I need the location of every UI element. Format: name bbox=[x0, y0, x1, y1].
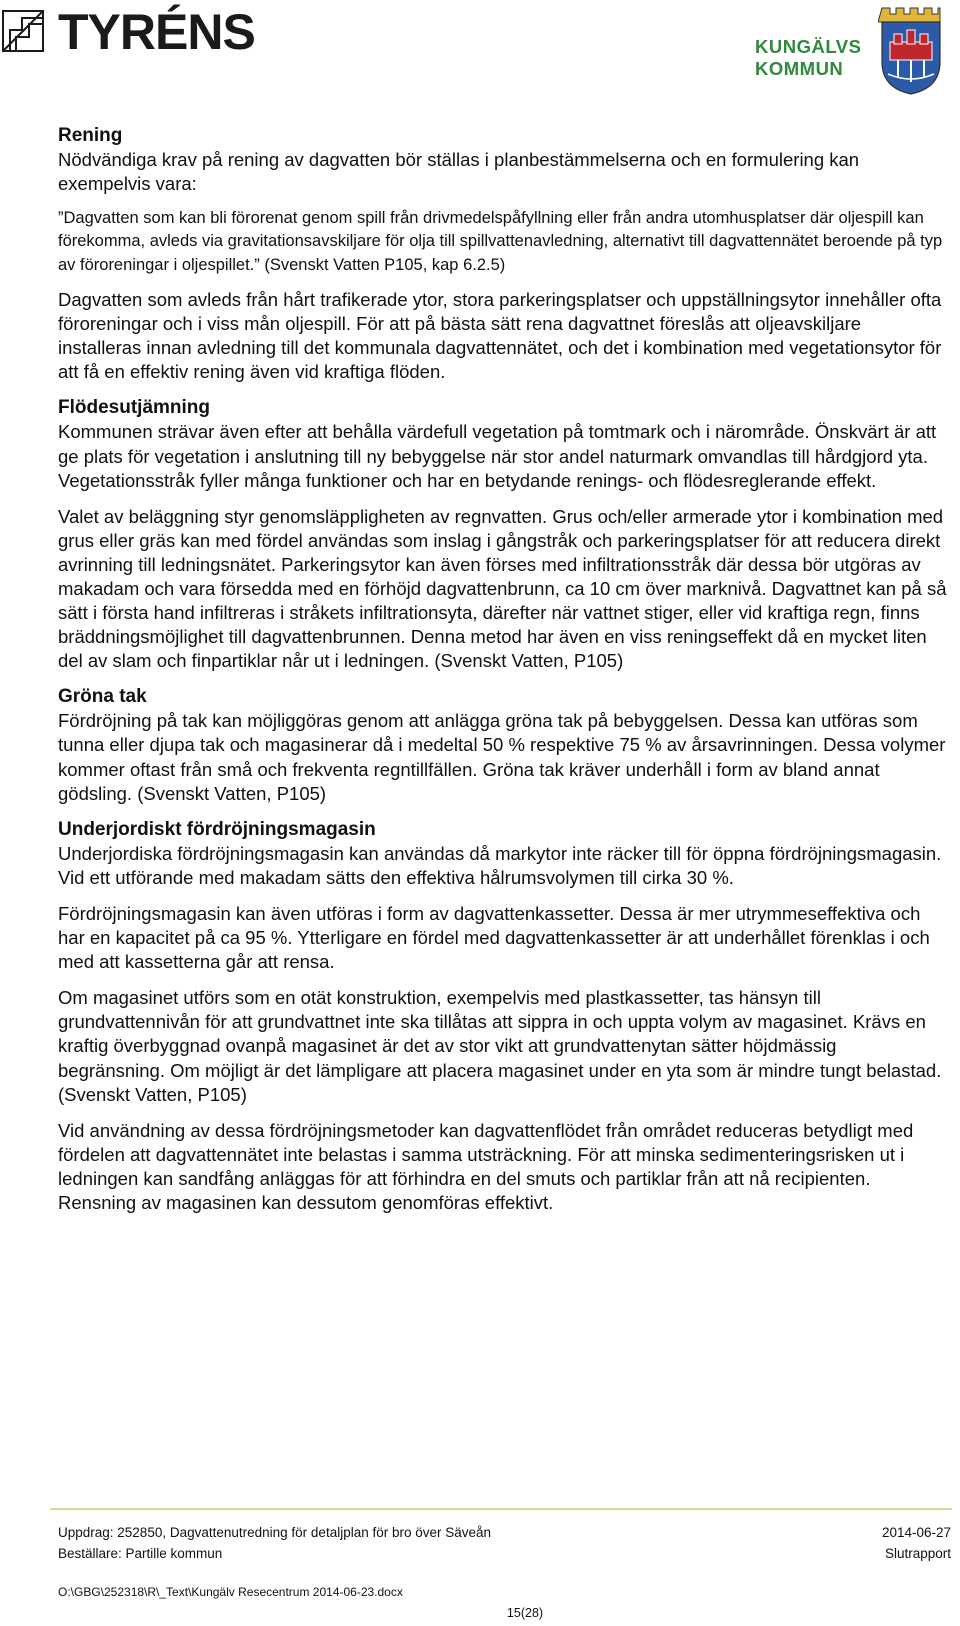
footer-row-1 bbox=[58, 1522, 951, 1543]
heading-underjordiskt: Underjordiskt fördröjningsmagasin bbox=[58, 818, 376, 840]
page-header bbox=[0, 0, 960, 100]
footer-divider bbox=[50, 1508, 952, 1510]
footer-file-path: O:\GBG\252318\R\_Text\Kungälv Resecentrum 2014-06-23.docx bbox=[58, 1585, 403, 1599]
tyrens-logo-icon bbox=[2, 10, 44, 52]
flodesutjamning-paragraph-2: Valet av beläggning styr genomsläppligheten av regnvatten. Grus och/eller armerade ytor i kombination med grus eller gräs kan med fördel användas som inslag i gångstråk och parkeringsplatser för att reducera direkt avrinning till ledningsnätet. Parkeringsytor kan även förses med infiltrationsstråk där dessa bör utgöras av makadam och vara försedda med en förhöjd dagvattenbrunn, ca 10 cm över marknivå. Dagvattnet kan på så sätt i första hand infiltreras i stråkets infiltrationsyta, därefter när vattnet stiger, eller vid kraftiga regn, finns bräddningsmöjlighet till dagvattenbrunnen. Denna metod har även en viss reningseffekt då en mycket liten del av slam och finpartiklar når ut i ledningen. (Svenskt Vatten, P105) bbox=[58, 505, 947, 672]
heading-grona-tak: Gröna tak bbox=[58, 686, 147, 708]
rening-paragraph-2: Dagvatten som avleds från hårt trafikerade ytor, stora parkeringsplatser och uppställningsytor innehåller ofta föroreningar och i viss mån oljespill. För att på bästa sätt rena dagvattnet föreslås att oljeavskiljare installeras innan avledning till det kommunala dagvattennätet, och det i kombination med vegetationsytor för att få en effektiv rening även vid kraftiga flöden. bbox=[58, 289, 942, 383]
footer-client: Beställare: Partille kommun bbox=[58, 1546, 223, 1561]
kungalv-logo-line1: KUNGÄLVS bbox=[755, 36, 862, 57]
kungalv-crest-icon bbox=[878, 4, 944, 96]
footer-assignment: Uppdrag: 252850, Dagvattenutredning för detaljplan för bro över Säveån bbox=[58, 1525, 492, 1540]
underjordiskt-paragraph-4: Vid användning av dessa fördröjningsmetoder kan dagvattenflödet från området reduceras betydligt med fördelen att dagvattennätet inte belastas i samma utsträckning. För att minska sedimenteringsrisken ut i ledningen kan sandfång anläggas för att förhindra en del smuts och partiklar från att nå recipienten. Rensning av magasinen kan dessutom genomföras effektivt. bbox=[58, 1119, 914, 1213]
rening-quote: ”Dagvatten som kan bli förorenat genom spill från drivmedelspåfyllning eller från andra utomhusplatser där oljespill kan förekomma, avleds via gravitationsavskiljare för olja till spillvattenavledning, alternativt till dagvattennätet beroende på typ av föroreningar i oljespillet.” (Svenskt Vatten P105, kap 6.2.5) bbox=[58, 209, 943, 274]
kungalv-logo-line2: KOMMUN bbox=[755, 58, 844, 79]
heading-flodesutjamning: Flödesutjämning bbox=[58, 397, 210, 419]
tyrens-logo-text: TYRÉNS bbox=[58, 4, 255, 60]
flodesutjamning-paragraph-1: Kommunen strävar även efter att behålla värdefull vegetation på tomtmark och i närområde. Önskvärt är att ge plats för vegetation i anslutning till ny bebyggelse när stor andel naturmark omvandlas till hårdgjord yta. Vegetationsstråk fyller många funktioner och har en betydande renings- och flödesreglerande effekt. bbox=[58, 421, 937, 491]
footer-date: 2014-06-27 bbox=[881, 1525, 951, 1540]
grona-tak-paragraph-1: Fördröjning på tak kan möjliggöras genom att anlägga gröna tak på bebyggelsen. Dessa kan utföras som tunna eller djupa tak och magasinerar då i medeltal 50 % respektive 75 % av årsavrinningen. Dessa volymer kommer oftast från små och frekventa regntillfällen. Gröna tak kräver underhåll i form av bland annat gödsling. (Svenskt Vatten, P105) bbox=[58, 710, 946, 804]
kungalv-logo-text bbox=[755, 36, 861, 80]
document-body bbox=[58, 124, 948, 1227]
page-number: 15(28) bbox=[506, 1606, 544, 1620]
rening-paragraph-1: Nödvändiga krav på rening av dagvatten bör ställas i planbestämmelserna och en formulering kan exempelvis vara: bbox=[58, 149, 860, 195]
underjordiskt-paragraph-2: Fördröjningsmagasin kan även utföras i form av dagvattenkassetter. Dessa är mer utrymmeseffektiva och har en kapacitet på ca 95 %. Ytterligare en fördel med dagvattenkassetter är att underhållet förenklas i och med att kassetterna går att rensa. bbox=[58, 902, 930, 973]
page-footer bbox=[58, 1522, 951, 1603]
underjordiskt-paragraph-3: Om magasinet utförs som en otät konstruktion, exempelvis med plastkassetter, tas hänsyn till grundvattennivån för att grundvattnet inte ska tillåtas att sippra in och uppta volym av magasinet. Krävs en kraftig överbyggnad ovanpå magasinet är det av stor vikt att grundvattenytan sätter höjdmässig begränsning. Om möjligt är det lämpligare att placera magasinet under en yta som är mindre tungt belastad. (Svenskt Vatten, P105) bbox=[58, 987, 942, 1105]
underjordiskt-paragraph-1: Underjordiska fördröjningsmagasin kan användas då markytor inte räcker till för öppna fördröjningsmagasin. Vid ett utförande med makadam sätts den effektiva hålrumsvolymen till cirka 30 %. bbox=[58, 842, 942, 888]
footer-report-type: Slutrapport bbox=[884, 1546, 951, 1561]
heading-rening: Rening bbox=[58, 125, 123, 146]
footer-row-2 bbox=[58, 1543, 951, 1564]
